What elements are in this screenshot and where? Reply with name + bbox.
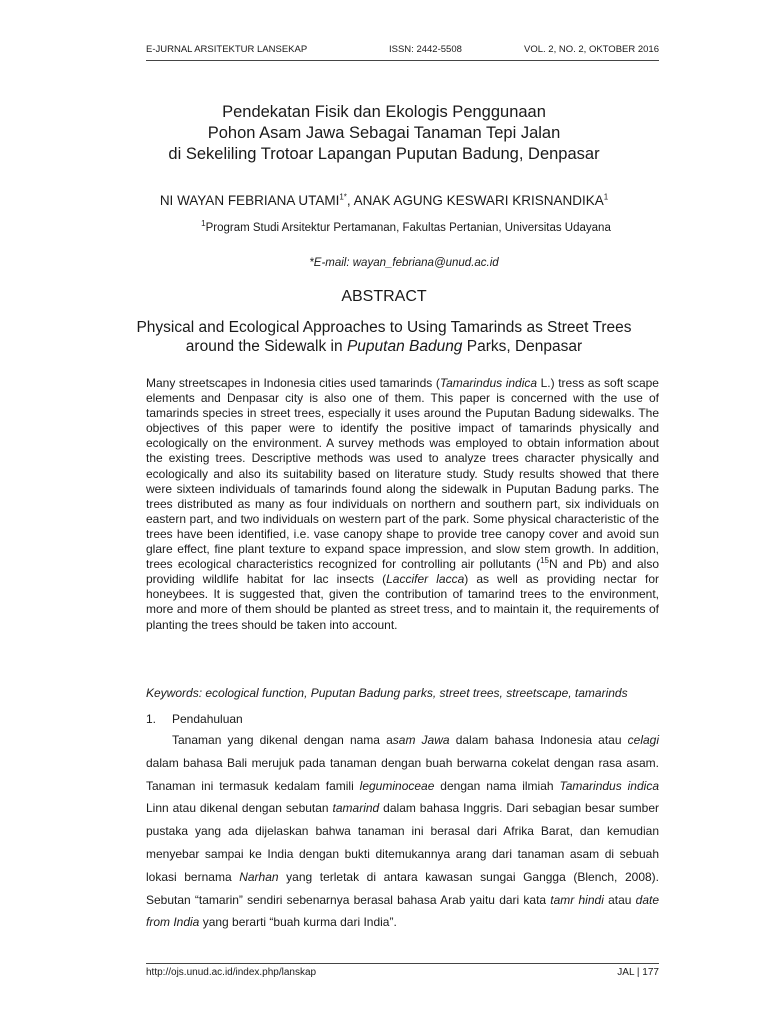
abstract-title-line — [0, 337, 768, 356]
abstract-title-line: Physical and Ecological Approaches to Using Tamarinds as Street Trees — [136, 319, 632, 336]
abstract-title — [0, 318, 768, 356]
italic-term: date from India — [146, 892, 659, 930]
italic-term: tamr hindi — [550, 892, 604, 907]
title-line: Pohon Asam Jawa Sebagai Tanaman Tepi Jalan — [207, 124, 561, 142]
body-text: Linn atau dikenal dengan sebutan — [146, 801, 333, 816]
body-text: dalam bahasa Bali merujuk pada tanaman dengan buah berwarna cokelat dengan rasa asam. Tanaman ini termasuk kedalam famili — [146, 755, 659, 793]
affiliation — [0, 219, 768, 234]
species-name: Tamarindus indica — [439, 376, 538, 390]
introduction-paragraph — [146, 729, 659, 934]
issn: ISSN: 2442-5508 — [389, 44, 462, 55]
body-text: Tanaman yang dikenal dengan nama a — [172, 733, 393, 747]
body-text: atau — [603, 892, 636, 907]
page-footer — [146, 967, 659, 981]
affiliation-marker: 1 — [201, 219, 206, 229]
affiliation-text: Program Studi Arsitektur Pertamanan, Fakultas Pertanian, Universitas Udayana — [205, 222, 611, 234]
italic-term: leguminoceae — [359, 778, 435, 793]
body-text: dalam bahasa Inggris. Dari sebagian besar sumber pustaka yang ada dijelaskan bahwa tanaman ini berasal dari Afrika Barat, dan kemudian menyebar sampai ke India dengan bukti ditemukannya arang dari tanaman asam di sebuah lokasi bernama — [146, 801, 659, 884]
abstract-text: Many streetscapes in Indonesia cities used tamarinds ( — [146, 376, 440, 390]
running-header — [146, 44, 659, 58]
title-line: Pendekatan Fisik dan Ekologis Penggunaan — [222, 103, 546, 121]
abstract-title-text: around the Sidewalk in — [185, 338, 347, 355]
isotope-superscript: 15 — [540, 556, 549, 566]
author-name: NI WAYAN FEBRIANA UTAMI — [159, 193, 340, 208]
italic-term: tamarind — [332, 801, 380, 816]
paper-title — [0, 102, 768, 165]
section-number: 1. — [146, 712, 157, 726]
abstract-title-text: Parks, Denpasar — [462, 338, 583, 355]
species-name: Laccifer lacca — [386, 572, 465, 587]
italic-term: Tamarindus indica — [559, 778, 659, 793]
author-marker: 1 — [603, 192, 609, 202]
header-rule — [146, 60, 659, 61]
corresponding-email: *E-mail: wayan_febriana@unud.ac.id — [309, 257, 499, 269]
section-title: Pendahuluan — [172, 712, 243, 726]
italic-term: Narhan — [239, 869, 279, 884]
body-text: dalam bahasa Indonesia atau — [449, 733, 628, 747]
abstract-body — [146, 376, 659, 633]
author-marker: 1* — [339, 192, 347, 202]
abstract-text: N and Pb) and also providing wildlife habitat for lac insects ( — [146, 557, 659, 587]
abstract-text: L.) tress as soft scape elements and Denpasar city is also one of them. This paper is concerned with the use of tamarinds species in street trees, especially it uses around the Puputan Badung sidewalks. The objectives of this paper were to identify the positive impact of tamarinds physically and ecologically on the environment. A survey methods was employed to obtain information about the existing trees. Descriptive methods was used to analyze trees character physically and ecologically and also its suitability based on literature study. Study results showed that there were sixteen individuals of tamarinds found along the sidewalk in Puputan Badung parks. The trees distributed as many as four individuals on northern and southern part, six individuals on eastern part, and two individuals on western part of the park. Some physical characteristic of the trees have been identified, i.e. vase canopy shape to provide tree canopy cover and avoid sun glare effect, fine plant texture to expand space impression, and slow stem growth. In addition, trees ecological characteristics recognized for controlling air pollutants ( — [146, 376, 659, 572]
keywords: Keywords: ecological function, Puputan Badung parks, street trees, streetscape, tamarinds — [146, 686, 628, 700]
journal-url[interactable]: http://ojs.unud.ac.id/index.php/lanskap — [146, 967, 317, 978]
footer-rule — [146, 963, 659, 964]
abstract-title-italic: Puputan Badung — [346, 338, 463, 355]
section-heading — [146, 712, 243, 726]
page-number: JAL | 177 — [617, 967, 659, 978]
title-line: di Sekeliling Trotoar Lapangan Puputan Badung, Denpasar — [168, 145, 600, 163]
author-list — [0, 193, 768, 208]
author-separator: , — [346, 193, 354, 208]
author-name: ANAK AGUNG KESWARI KRISNANDIKA — [353, 193, 604, 208]
journal-name: E-JURNAL ARSITEKTUR LANSEKAP — [146, 44, 308, 55]
abstract-heading: ABSTRACT — [341, 288, 427, 305]
body-text: yang terletak di antara kawasan sungai Gangga (Blench, 2008). Sebutan “tamarin” sendiri sebenarnya berasal bahasa Arab yaitu dari kata — [146, 869, 659, 907]
volume-info: VOL. 2, NO. 2, OKTOBER 2016 — [524, 44, 659, 55]
italic-term: sam Jawa — [392, 733, 450, 747]
body-text: dengan nama ilmiah — [434, 778, 560, 793]
body-text: yang berarti “buah kurma dari India”. — [199, 915, 397, 930]
abstract-text: ) as well as providing nectar for honeybees. It is suggested that, given the contribution of tamarind trees to the environment, more and more of them should be planted as street tress, and to maintain it, the requirements of planting the trees should be taken into account. — [146, 572, 660, 632]
italic-term: celagi — [627, 733, 659, 747]
